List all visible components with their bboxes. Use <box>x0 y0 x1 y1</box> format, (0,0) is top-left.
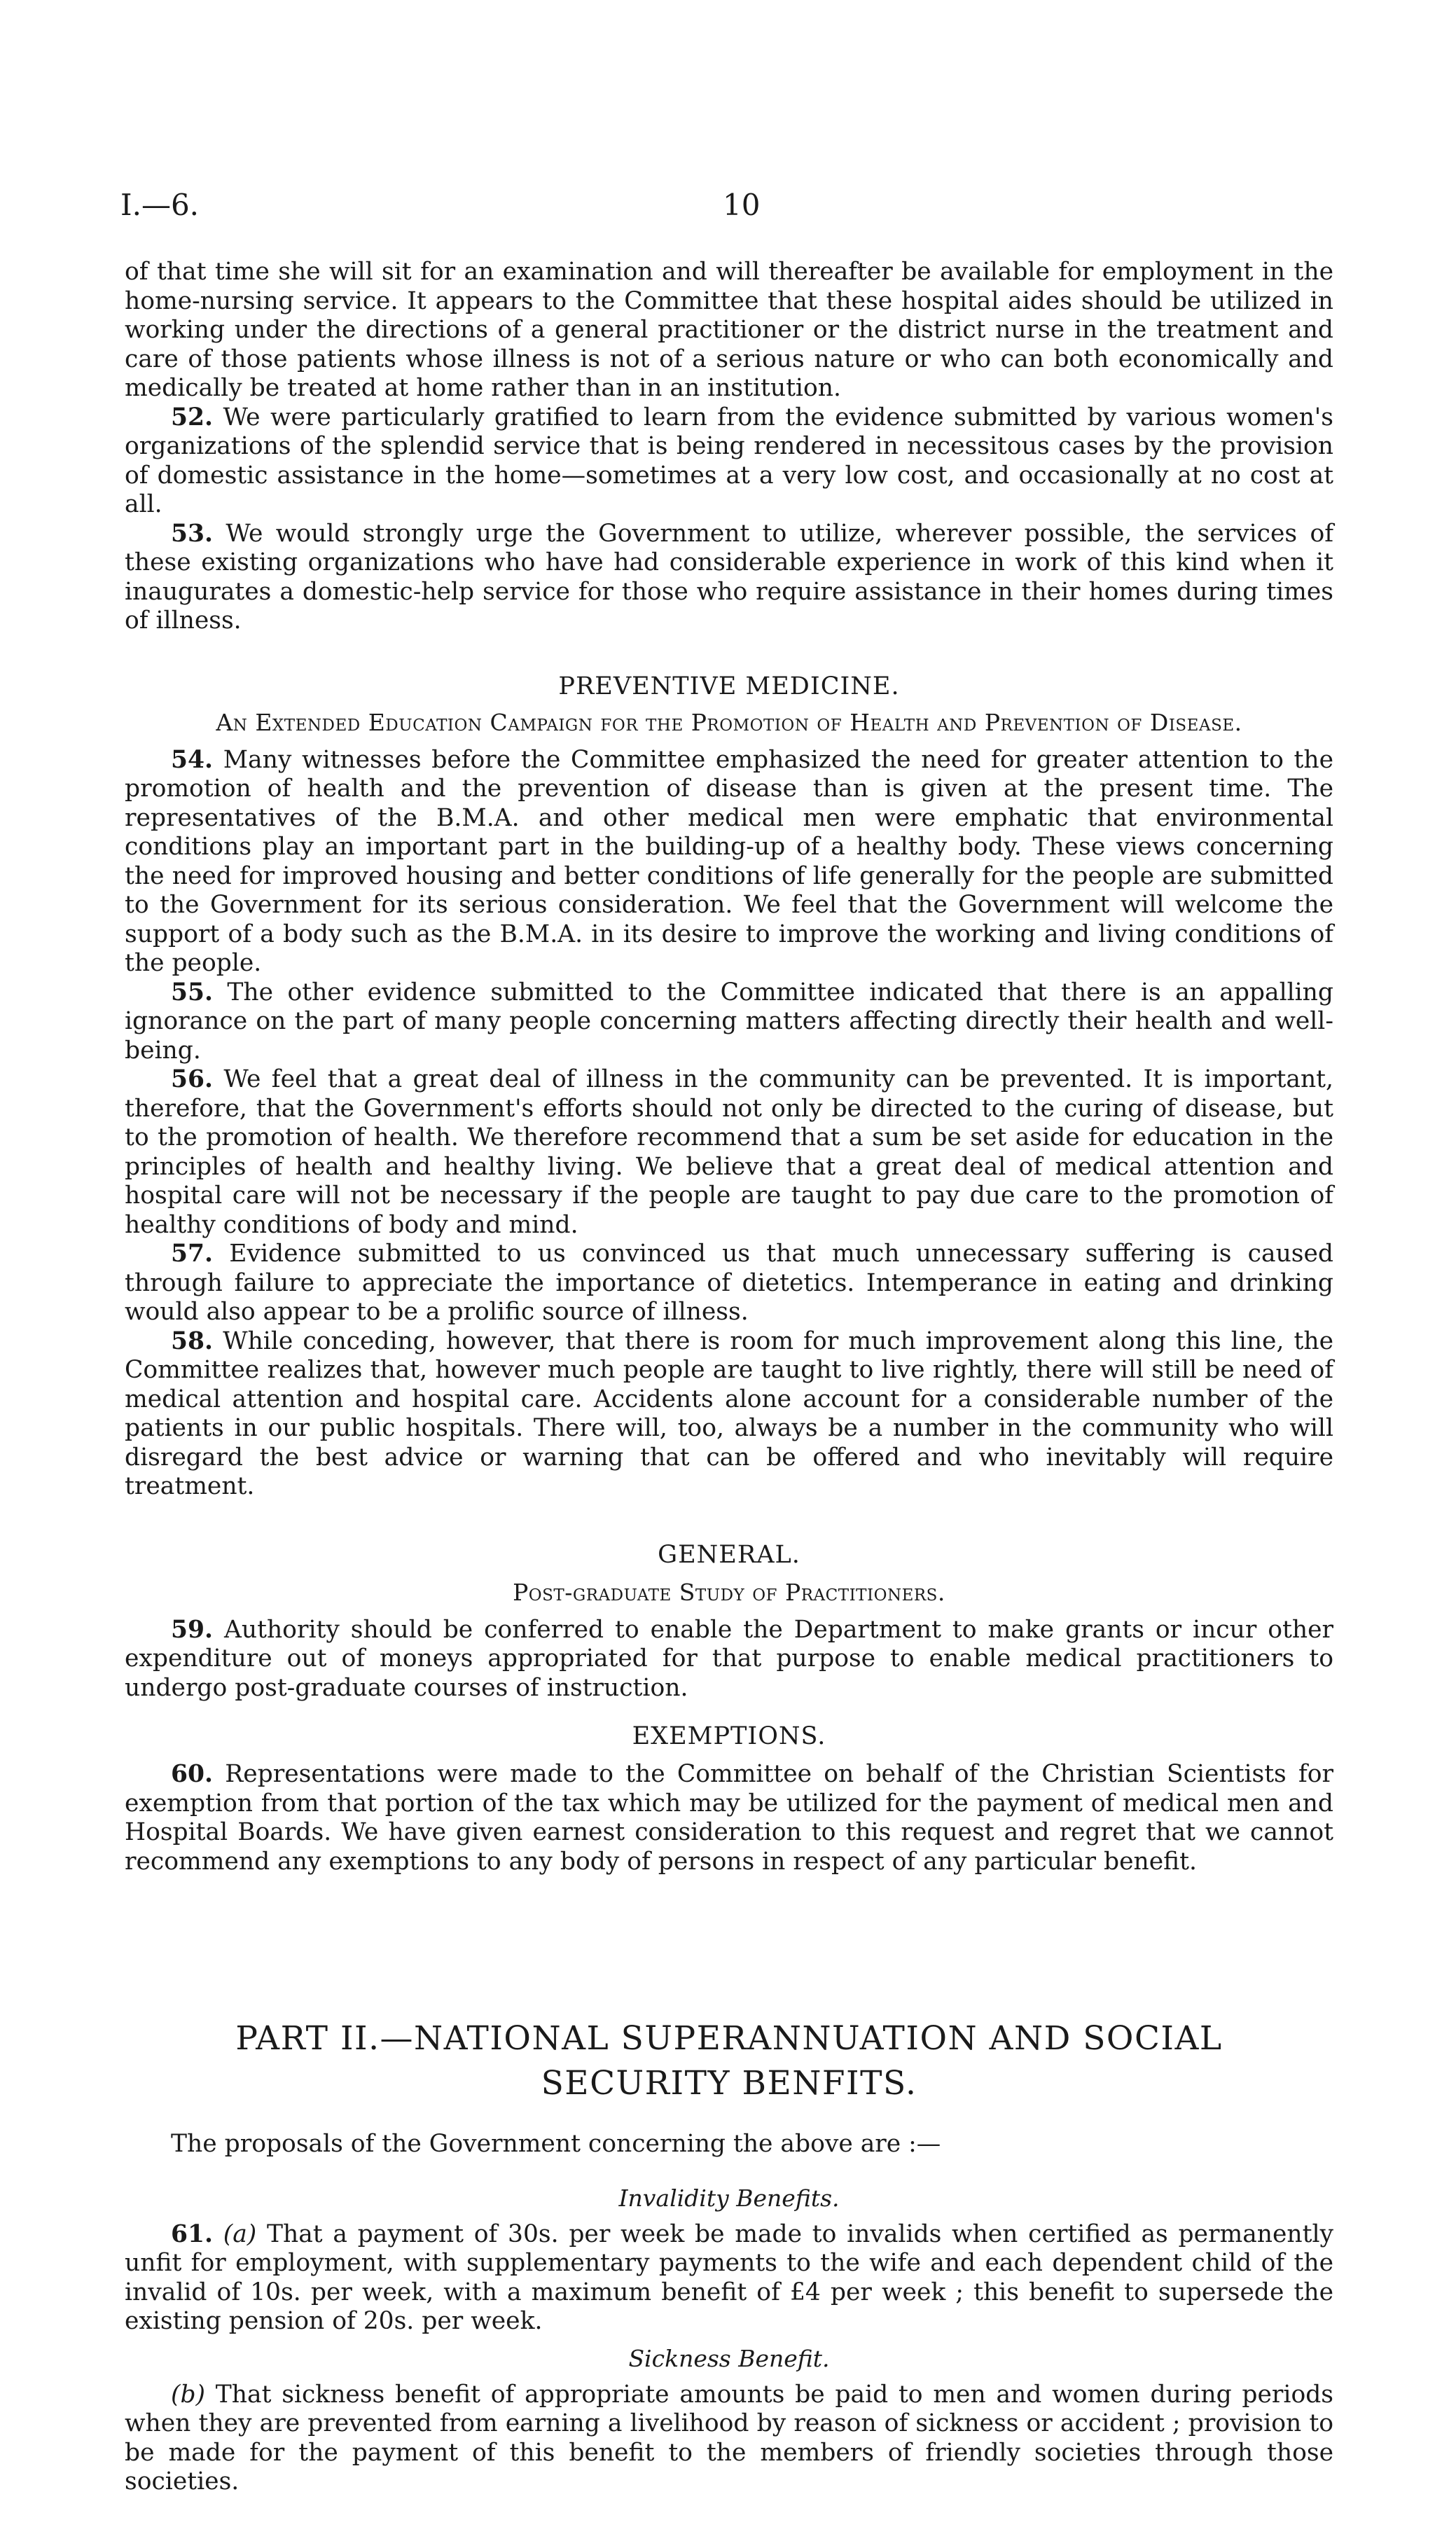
subheading-postgraduate-study: Post-graduate Study of Practitioners. <box>513 1578 945 1606</box>
section-heading-preventive: PREVENTIVE MEDICINE. <box>558 672 900 700</box>
paragraph-number: 53. <box>171 519 214 548</box>
paragraph-number: 56. <box>171 1065 214 1093</box>
page-header <box>120 188 1336 230</box>
paragraph-number: 61. <box>171 2220 214 2248</box>
clause-label: (b) <box>171 2380 206 2409</box>
paragraph-55: 55. The other evidence submitted to the Committee indicated that there is an appalling ignorance on the part of many people concerning matters affecting directly their health and well-being. <box>125 978 1333 1065</box>
part-ii-title: PART II.—NATIONAL SUPERANNUATION AND SOCIAL SECURITY BENFITS. <box>235 2019 1223 2103</box>
paragraph-60: 60. Representations were made to the Committee on behalf of the Christian Scientists for exemption from that portion of the tax which may be utilized for the payment of medical men and Hospital Boards. We have given earnest consideration to this request and regret that we cannot recommend any exemptions to any body of persons in respect of any particular benefit. <box>125 1760 1334 1876</box>
paragraph-61a: 61. (a) That a payment of 30s. per week be made to invalids when certified as permanently unfit for employment, with supplementary payments to the wife and each dependent child of the invalid of 10s. per week, with a maximum benefit of £4 per week ; this benefit to supersede the existing pension of 20s. per week. <box>125 2220 1334 2335</box>
page-number: 10 <box>723 188 761 222</box>
clause-label: (a) <box>223 2220 257 2248</box>
paragraph-56: 56. We feel that a great deal of illness in the community can be prevented. It is important, therefore, that the Government's efforts should not only be directed to the curing of disease, but to the promotion of health. We therefore recommend that a sum be set aside for education in the principles of health and healthy living. We believe that a great deal of medical attention and hospital care will not be necessary if the people are taught to pay due care to the promotion of healthy conditions of body and mind. <box>125 1065 1333 1239</box>
subheading-education-campaign: An Extended Education Campaign for the Promotion of Health and Prevention of Disease. <box>216 708 1242 736</box>
paragraph-53: 53. We would strongly urge the Government to utilize, wherever possible, the services of these existing organizations who have had considerable experience in work of this kind when it inaugurates a domestic-help service for those who require assistance in their homes during times of illness. <box>125 519 1333 635</box>
paragraph-58: 58. While conceding, however, that there is room for much improvement along this line, the Committee realizes that, however much people are taught to live rightly, there will still be need of medical attention and hospital care. Accidents alone account for a considerable number of the patients in our public hospitals. There will, too, always be a number in the community who will disregard the best advice or warning that can be offered and who inevitably will require treatment. <box>125 1327 1333 1500</box>
paragraph-57: 57. Evidence submitted to us convinced us that much unnecessary suffering is caused through failure to appreciate the importance of dietetics. Intemperance in eating and drinking would also appear to be a prolific source of illness. <box>125 1240 1334 1326</box>
paragraph-number: 55. <box>171 978 214 1006</box>
subheading-invalidity-benefits: Invalidity Benefits. <box>618 2184 840 2212</box>
document-body <box>125 258 1333 2497</box>
subheading-sickness-benefit: Sickness Benefit. <box>628 2344 830 2372</box>
paragraph-continued: of that time she will sit for an examination and will thereafter be available for employment in the home-nursing service. It appears to the Committee that these hospital aides should be utilized in working under the directions of a general practitioner or the district nurse in the treatment and care of those patients whose illness is not of a serious nature or who can both economically and medically be treated at home rather than in an institution. <box>125 258 1333 402</box>
part-ii-intro: The proposals of the Government concerning the above are :— <box>171 2130 941 2158</box>
paragraph-59: 59. Authority should be conferred to enable the Department to make grants or incur other expenditure out of moneys appropriated for that purpose to enable medical practitioners to undergo post-graduate courses of instruction. <box>125 1615 1334 1702</box>
paragraph-61b: (b) That sickness benefit of appropriate amounts be paid to men and women during periods when they are prevented from earning a livelihood by reason of sickness or accident ; provision to be made for the payment of this benefit to the members of friendly societies through those societies. <box>125 2380 1334 2495</box>
paragraph-number: 58. <box>171 1327 214 1355</box>
paragraph-number: 57. <box>171 1240 214 1268</box>
paragraph-number: 52. <box>171 403 214 431</box>
paragraph-52: 52. We were particularly gratified to learn from the evidence submitted by various women's organizations of the splendid service that is being rendered in necessitous cases by the provision of domestic assistance in the home—sometimes at a very low cost, and occasionally at no cost at all. <box>125 403 1333 518</box>
document-reference: I.—6. <box>120 188 200 222</box>
paragraph-54: 54. Many witnesses before the Committee emphasized the need for greater attention to the promotion of health and the prevention of disease than is given at the present time. The representatives of the B.M.A. and other medical men were emphatic that environmental conditions play an important part in the building-up of a healthy body. These views concerning the need for improved housing and better conditions of life generally for the people are submitted to the Government for its serious consideration. We feel that the Government will welcome the support of a body such as the B.M.A. in its desire to improve the working and living conditions of the people. <box>125 745 1334 977</box>
section-heading-exemptions: EXEMPTIONS. <box>632 1722 826 1750</box>
section-heading-general: GENERAL. <box>658 1540 800 1569</box>
paragraph-number: 59. <box>171 1615 214 1644</box>
paragraph-number: 54. <box>171 745 214 774</box>
paragraph-number: 60. <box>171 1760 214 1788</box>
